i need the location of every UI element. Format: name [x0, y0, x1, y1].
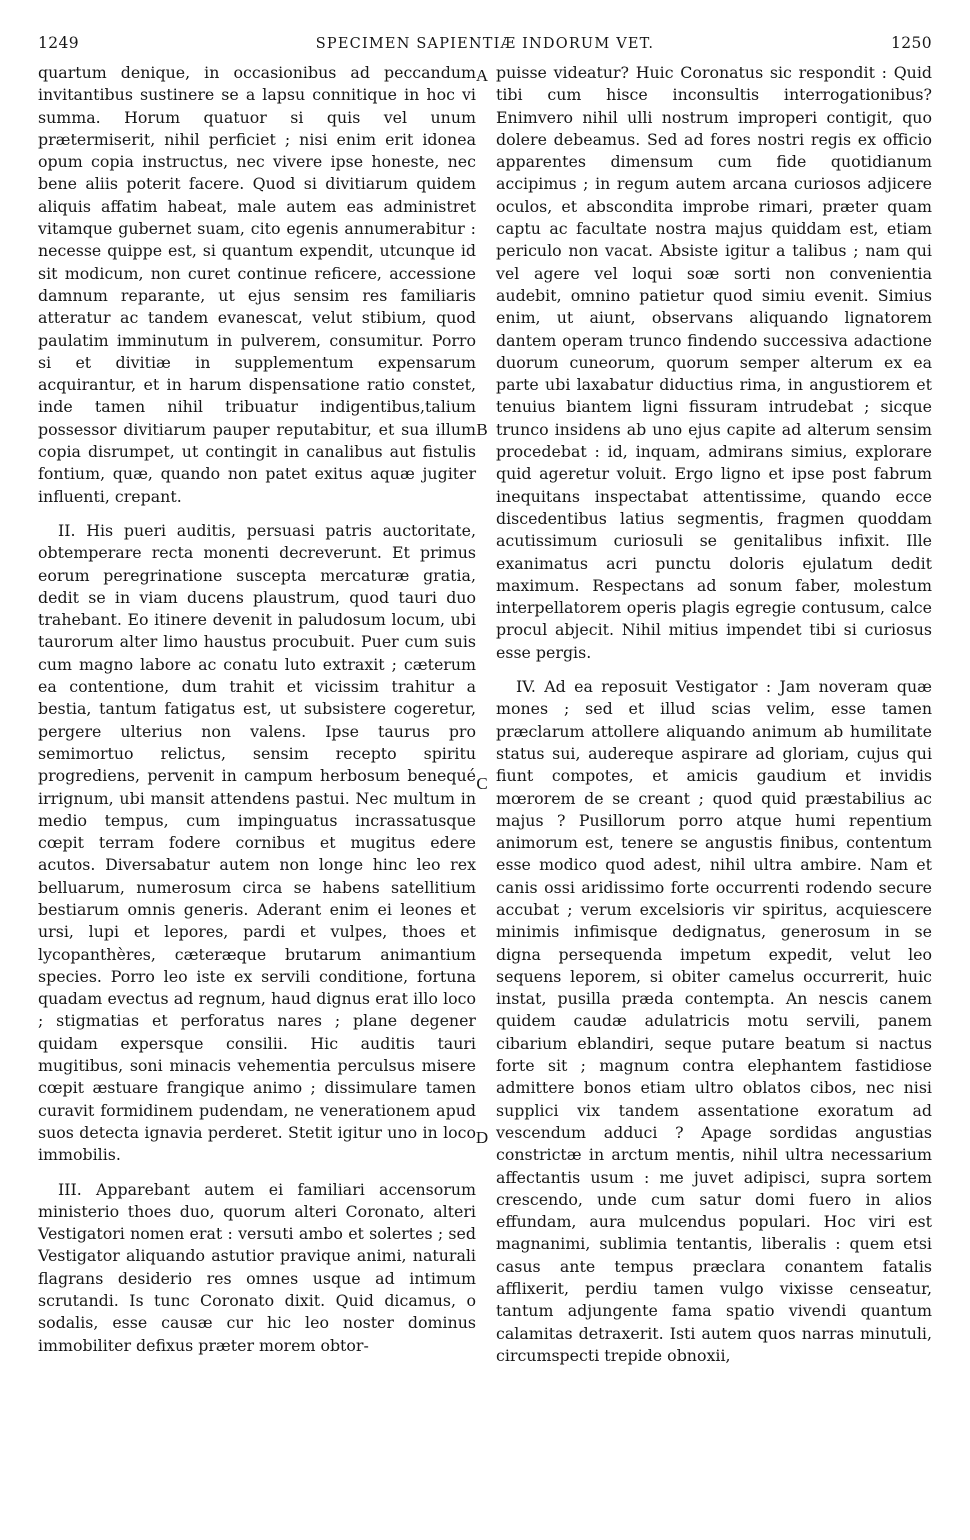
paragraph-section-iv: IV. Ad ea reposuit Vestigator : Jam noveram quæ mones ; sed et illud scias velim, esse tamen præclarum attollere aliquando animum ab humilitate status sui, audereque aspirare ad gloriam, cujus qui fiunt compotes, et amicis gaudium et invidis mœrorem de se creant ; quod quid præstabilius ac majus ? Pusillorum porro atque humi repentium animorum est, tenere se angustis finibus, contentum esse modico quod adest, nihil ultra ambire. Nam et canis ossi aridissimo forte occurrenti rodendo secure accubat ; verum excelsioris vir spiritus, acquiescere minimis infimisque dedignatus, generosum in se digna persequenda impetum expedit, velut leo sequens leporem, si obiter camelus occurrerit, huic instat, pusilla præda contempta. An nescis canem quidem caudæ adulatricis motu servili, panem cibarium eblandiri, seque putare beatum si nactus forte sit ; magnum contra elephantem fastidiose admittere bonos etiam ultro oblatos cibos, nec nisi supplici vix tandem assentatione exoratum ad vescendum adduci ? Apage sordidas angustias constrictæ in arctum mentis, nihil ultra necessarium affectantis usum : me juvet adipisci, supra sortem crescendo, unde cum satur domi fuero in alios effundam, aura mulcendus populari. Hoc viri est magnanimi, sublimia tentantis, liberalis : quem etsi casus ante tempus præclara conantem fatalis afflixerit, perdiu tamen vulgo vixisse censeatur, tantum adjungente fama spatio vivendi quantum calamitas detraxerit. Isti autem quos narras minutuli, circumspecti trepide obnoxii,	[496, 677, 932, 1365]
left-column	[38, 62, 476, 1357]
right-column	[496, 62, 932, 1367]
paragraph-section-ii: II. His pueri auditis, persuasi patris auctoritate, obtemperare recta monenti decreverunt. Et primus eorum peregrinatione suscepta mercaturæ gratia, dedit se in viam ducens plaustrum, quod tauri duo trahebant. Eo itinere devenit in paludosum locum, ubi taurorum alter limo haustus procubuit. Puer cum suis cum magno labore ac conatu luto extraxit ; cæterum ea contentione, dum trahit et vicissim trahitur a bestia, tantum fatigatus est, ut subsistere cogeretur, pergere ulterius non valens. Ipse taurus pro semimortuo relictus, sensim recepto spiritu progrediens, pervenit in campum herbosum benequé irrignum, ubi mansit attendens pastui. Nec multum in medio tempus, cum impinguatus incrassatusque cœpit terram fodere cornibus et mugitus edere acutos. Diversabatur autem non longe hinc leo rex belluarum, numerosum circa se habens satellitium bestiarum omnis generis. Aderant enim ei leones et ursi, lupi et lepores, pardi et vulpes, thoes et lycopanthères, cæteræque brutarum animantium species. Porro leo iste ex servili conditione, fortuna quadam evectus ad regnum, haud dignus erat illo loco ; stigmatias et perforatus nares ; plane degener quidam expersque consilii. Hic auditis tauri mugitibus, soni minacis vehementia perculsus misere cœpit æstuare frangique animo ; dissimulare tamen curavit formidinem pudendam, ne venerationem apud suos detecta ignavia perderet. Stetit igitur uno in loco immobilis.	[38, 520, 476, 1165]
paragraph-section-iii: III. Apparebant autem ei familiari accensorum ministerio thoes duo, quorum alteri Coronato, alteri Vestigatori nomen erat : versuti ambo et solertes ; sed Vestigator aliquando astutior pravique animi, naturali flagrans desiderio res omnes usque ad intimum scrutandi. Is tunc Coronato dixit. Quid dicamus, o sodalis, esse causæ cur hic leo noster dominus immobiliter defixus præter morem obtor-	[38, 1179, 476, 1355]
margin-marker-d: D	[475, 1128, 489, 1147]
paragraph-continuation-right: puisse videatur? Huic Coronatus sic respondit : Quid tibi cum hisce inconsultis interrogationibus? Enimvero nihil ulli nostrum improperi contigit, quo dolere debeamus. Sed ad fores nostri regis ex officio apparentes dimensum cum fide quotidianum accipimus ; in regum autem arcana curiosos adjicere oculos, et abscondita improbe rimari, præter quam captu ac facultate nostra majus quiddam est, etiam periculo non vacat. Absiste igitur a talibus ; nam qui vel agere vel loqui soæ sorti non convenientia audebit, omnino patietur quod simiu evenit. Simius enim, ut aiunt, observans aliquando lignatorem dantem operam trunco findendo successiva adactione duorum cuneorum, quorum semper alterum ex ea parte ubi laxabatur diductius rima, in angustiorem et tenuius biantem ligni fissuram intrudebat ; sicque trunco insidens ab uno ejus capite ad alterum sensim procedebat : id, inquam, admirans simius, explorare quid ageretur voluit. Ergo ligno et ipse post fabrum inequitans inspectabat attentissime, quando ecce discedentibus latius segmentis, fragmen quoddam acutissimum curiosuli se genitalibus infixit. Ille exanimatus acri punctu doloris ejulatum dedit maximum. Respectans ad sonum faber, molestum interpellatorem operis plagis egregie contusum, calce procul abjecit. Nihil mitius impendet tibi si curiosus esse pergis.	[496, 63, 932, 662]
paragraph-continuation: quartum denique, in occasionibus ad peccandum invitantibus sustinere se a lapsu connitique in hoc vi summa. Horum quatuor si quis vel unum prætermiserit, nihil perficiet ; nisi enim erit idonea opum copia instructus, nec vivere ipse honeste, nec bene aliis poterit facere. Quod si divitiarum quidem aliquis affatim habeat, male autem eas administret vitamque gubernet suam, cito egenis annumerabitur : necesse quippe est, si quantum expendit, utcunque id sit modicum, non curet continue reficere, accessione damnum reparante, ut ejus sensim res familiaris atteratur ac tandem evanescat, velut stibium, quod paulatim imminutum in pulverem, consumitur. Porro si et divitiæ in supplementum expensarum acquirantur, et in harum dispensatione ratio constet, inde tamen nihil tribuatur indigentibus,talium possessor divitiarum pauper reputabitur, et sua illum copia disrumpet, ut contingit in canalibus aut fistulis fontium, quæ, quando non patet exitus aquæ jugiter influenti, crepant.	[38, 63, 476, 506]
running-title: SPECIMEN SAPIENTIÆ INDORUM VET.	[315, 36, 655, 52]
margin-marker-b: B	[476, 420, 488, 439]
running-header	[38, 34, 932, 56]
page-number-right: 1250	[890, 34, 932, 52]
margin-marker-a: A	[475, 66, 489, 85]
margin-marker-c: C	[476, 774, 488, 793]
page-number-left: 1249	[38, 34, 80, 52]
